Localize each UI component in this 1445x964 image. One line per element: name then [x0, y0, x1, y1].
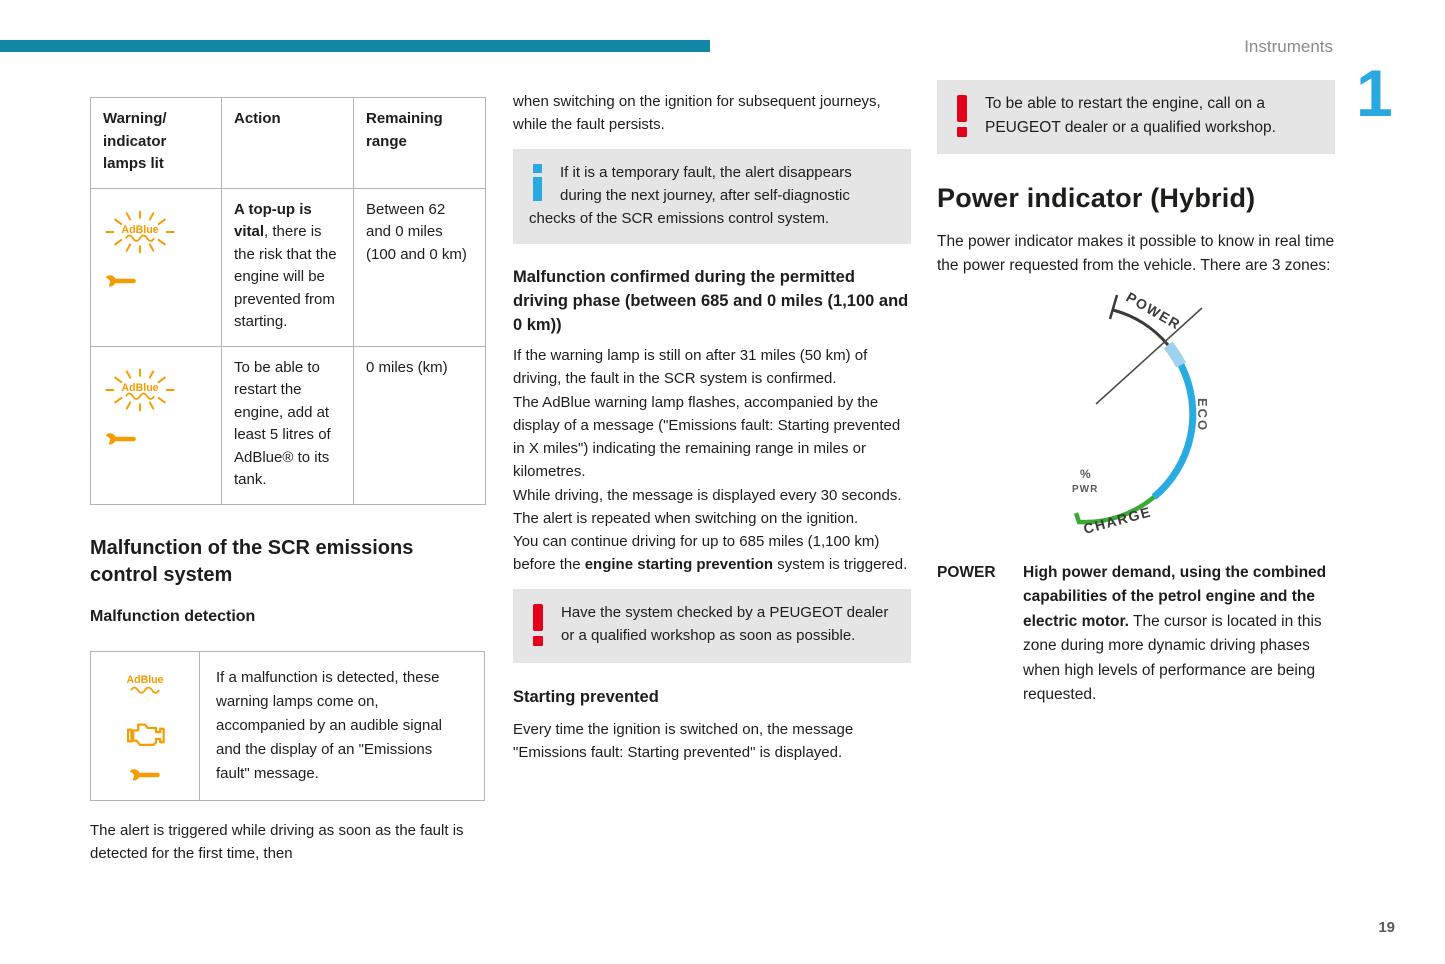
cursor-segment	[1168, 345, 1181, 365]
info-icon	[533, 164, 542, 201]
malfunction-confirmed-heading: Malfunction confirmed during the permitted driving phase (between 685 and 0 miles (1,100 and 0 km))	[513, 268, 909, 335]
range-cell: 0 miles (km)	[354, 346, 486, 504]
header-range: Remaining range	[354, 98, 486, 189]
paragraph-text: You can continue driving for up to 685 miles (1,100 km) before the	[513, 533, 880, 574]
warning-icon	[957, 95, 967, 137]
warning-box	[937, 80, 1335, 154]
paragraph: While driving, the message is displayed every 30 seconds. The alert is repeated when switching on the ignition.	[513, 486, 902, 527]
warning-box-text: To be able to restart the engine, call on a PEUGEOT dealer or a qualified workshop.	[985, 95, 1276, 137]
action-text: , there is the risk that the engine will be prevented from starting.	[234, 223, 337, 330]
power-definition	[937, 561, 1335, 708]
wrench-service-icon	[101, 273, 141, 289]
page-number: 19	[1378, 919, 1395, 936]
power-indicator-gauge	[1035, 284, 1335, 547]
section-header: Instruments	[1244, 37, 1333, 56]
wrench-service-icon	[101, 431, 141, 447]
percent-label: %	[1080, 466, 1091, 481]
adblue-warning-lamp-icon	[101, 207, 179, 257]
svg-text:AdBlue: AdBlue	[121, 381, 159, 394]
detection-icons-cell	[91, 652, 200, 800]
action-bold: A top-up is vital	[234, 200, 312, 240]
info-box-text: If it is a temporary fault, the alert disappears during the next journey, after self-diagnostic checks of the SCR emissions control system.	[529, 163, 852, 227]
paragraph: when switching on the ignition for subsequent journeys, while the fault persists.	[513, 93, 881, 134]
power-description-bold: High power demand, using the combined capabilities of the petrol engine and the electric motor.	[1023, 563, 1327, 630]
pwr-label: PWR	[1072, 483, 1099, 495]
left-closing-paragraph: The alert is triggered while driving as soon as the fault is detected for the first time, then	[90, 821, 464, 862]
paragraph: The AdBlue warning lamp flashes, accompanied by the display of a message ("Emissions fault: Starting prevented in X miles") indicating the remaining range in miles or kilometres.	[513, 393, 901, 481]
chapter-tab: 1	[1356, 56, 1393, 130]
scr-malfunction-heading: Malfunction of the SCR emissions control system	[90, 536, 414, 586]
table-row	[91, 346, 486, 504]
power-description-text: The cursor is located in this zone during more dynamic driving phases when high levels of performance are being requested.	[1023, 612, 1322, 704]
power-description	[1023, 561, 1335, 708]
warning-box	[513, 589, 911, 663]
malfunction-detection-subheading: Malfunction detection	[90, 607, 256, 625]
power-term: POWER	[937, 563, 996, 581]
warning-icon	[533, 604, 543, 646]
power-indicator-intro: The power indicator makes it possible to know in real time the power requested from the vehicle. There are 3 zones:	[937, 232, 1335, 274]
paragraph	[513, 530, 911, 577]
paragraph-text: system is triggered.	[773, 556, 908, 574]
lamp-icons-cell	[91, 188, 222, 346]
lamp-icons-cell	[91, 346, 222, 504]
table-header-row	[91, 98, 486, 189]
adblue-lamp-icon	[114, 669, 176, 699]
header-rule	[0, 40, 710, 52]
detection-text: If a malfunction is detected, these warning lamps come on, accompanied by an audible signal and the display of an "Emissions fault" message.	[216, 668, 442, 782]
charge-zone-label: CHARGE	[1081, 503, 1154, 537]
adblue-warning-lamp-icon	[101, 365, 179, 415]
paragraph-bold: engine starting prevention	[584, 556, 774, 574]
right-column	[937, 80, 1335, 708]
warning-lamps-table	[90, 97, 486, 505]
eco-zone-label: ECO	[1195, 397, 1210, 433]
power-indicator-heading: Power indicator (Hybrid)	[937, 183, 1256, 214]
svg-text:AdBlue: AdBlue	[121, 223, 159, 236]
header-action: Action	[222, 98, 354, 189]
malfunction-detection-box	[90, 651, 485, 801]
gauge-start-tick	[1110, 295, 1117, 319]
wrench-service-icon	[125, 767, 165, 783]
gauge-needle	[1096, 308, 1202, 404]
power-gauge-diagram	[1035, 284, 1265, 539]
svg-text:AdBlue: AdBlue	[126, 673, 164, 686]
engine-warning-icon	[123, 717, 167, 749]
middle-column	[513, 90, 911, 765]
starting-prevented-heading: Starting prevented	[513, 687, 659, 706]
info-box	[513, 149, 911, 245]
paragraph: If the warning lamp is still on after 31 miles (50 km) of driving, the fault in the SCR system is confirmed.	[513, 347, 868, 388]
warning-box-text: Have the system checked by a PEUGEOT dealer or a qualified workshop as soon as possible.	[561, 603, 889, 644]
header-lamps: Warning/ indicator lamps lit	[91, 98, 222, 189]
paragraph: Every time the ignition is switched on, the message "Emissions fault: Starting prevented" is displayed.	[513, 721, 854, 762]
power-zone-label: POWER	[1123, 288, 1184, 333]
left-column	[90, 97, 485, 880]
table-row	[91, 188, 486, 346]
action-cell: To be able to restart the engine, add at least 5 litres of AdBlue® to its tank.	[222, 346, 354, 504]
eco-zone-arc	[1154, 365, 1193, 497]
range-cell: Between 62 and 0 miles (100 and 0 km)	[354, 188, 486, 346]
action-cell	[222, 188, 354, 346]
